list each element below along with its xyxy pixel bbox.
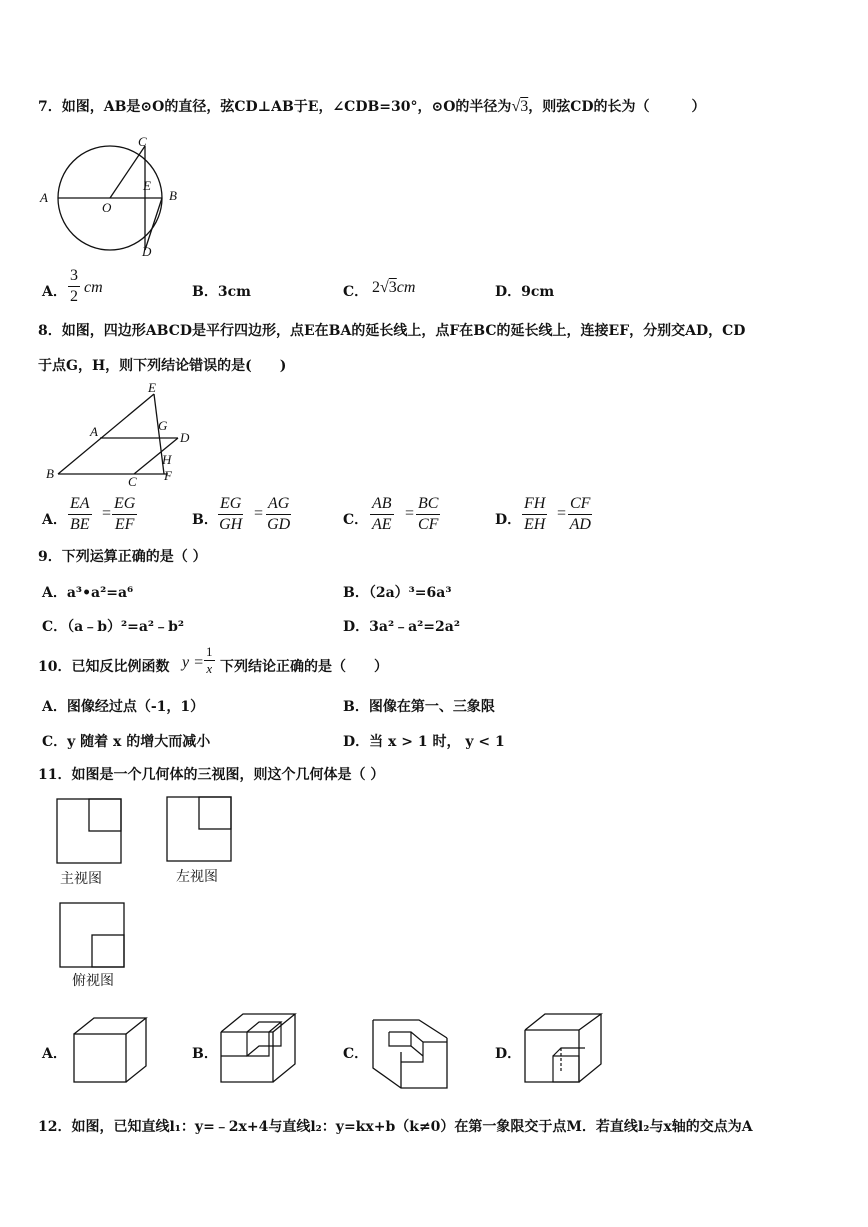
q8-label-a: A (90, 424, 98, 439)
q11-option-d-letter: D． (495, 1046, 522, 1062)
q12-stem: 12．如图，已知直线l₁：y=﹣2x+4与直线l₂：y=kx+b（k≠0）在第一象限交于点M．若直线l₂与x轴的交点为A (38, 1119, 753, 1135)
q8-label-f: F (164, 468, 172, 483)
q11-option-b-solid (219, 1012, 299, 1084)
q7-label-e: E (143, 178, 151, 193)
q8-option-b-letter: B． (192, 512, 218, 528)
q10-stem-pre: 10．已知反比例函数 (38, 659, 170, 675)
q9-option-c: C．（a﹣b）²=a²﹣b² (42, 619, 184, 635)
q9-option-b: B．（2a）³=6a³ (343, 585, 452, 601)
q8-option-d-right: $\frac{CF}{AD}$ (569, 495, 591, 533)
q7-label-d: D (142, 244, 152, 259)
q8-option-b-left: $\frac{EG}{GH}$ (219, 495, 243, 533)
q10-func-y: y = (182, 654, 204, 671)
q7-option-a-letter: A． (42, 284, 67, 300)
q10-option-d: D．当 x > 1 时， y < 1 (343, 734, 505, 750)
q8-option-b-right: $\frac{AG}{GD}$ (267, 495, 291, 533)
q8-stem-line1: 8．如图，四边形ABCD是平行四边形，点E在BA的延长线上，点F在BC的延长线上，连接EF，分别交AD，CD (38, 323, 746, 339)
q10-func-fraction: $\frac{1}{x}$ (206, 644, 213, 676)
q11-option-b-letter: B． (192, 1046, 218, 1062)
q11-stem: 11．如图是一个几何体的三视图，则这个几何体是（ ） (38, 767, 385, 783)
q7-label-a: A (40, 190, 48, 205)
q7-label-c: C (138, 134, 147, 149)
q7-option-b: B．3cm (192, 284, 251, 300)
q9-option-d: D．3a²﹣a²=2a² (343, 619, 460, 635)
q8-label-b: B (46, 466, 54, 481)
q8-label-d: D (180, 430, 190, 445)
q7-option-a-unit: cm (84, 279, 103, 296)
q7-label-b: B (169, 188, 177, 203)
q8-option-c-letter: C． (343, 512, 369, 528)
q10-option-b: B．图像在第一、三象限 (343, 699, 495, 715)
q10-stem-post: 下列结论正确的是（ ） (220, 659, 388, 675)
q7-label-o: O (102, 200, 112, 215)
q9-option-a: A．a³•a²=a⁶ (42, 585, 134, 601)
q8-parallelogram-figure (44, 380, 204, 490)
q9-stem: 9．下列运算正确的是（ ） (38, 549, 207, 565)
q8-option-b-eq: = (254, 505, 264, 522)
q8-option-c-eq: = (405, 505, 415, 522)
q8-label-c: C (128, 474, 137, 489)
q7-stem: 7．如图，AB是⊙O的直径，弦CD⊥AB于E，∠CDB=30°，⊙O的半径为√3，则弦CD的长为（ ） (38, 98, 706, 115)
q10-option-a: A．图像经过点（-1，1） (42, 699, 205, 715)
q8-option-d-eq: = (557, 505, 567, 522)
q7-option-c: C． (343, 284, 369, 300)
q11-left-view-label: 左视图 (176, 869, 218, 885)
q11-front-view (56, 798, 126, 868)
q8-option-c-left: $\frac{AB}{AE}$ (372, 495, 392, 533)
q8-label-e: E (148, 380, 156, 395)
q11-left-view (166, 796, 236, 866)
q11-option-c-letter: C． (343, 1046, 369, 1062)
q7-circle-figure (36, 132, 196, 262)
q11-option-c-solid (371, 1012, 451, 1090)
q7-option-d: D．9cm (495, 284, 555, 300)
q8-label-h: H (162, 452, 172, 467)
q8-option-a-letter: A． (42, 512, 67, 528)
q7-radius: 3 (520, 98, 529, 115)
q7-option-c-expr: 2√3cm (372, 279, 416, 296)
q11-top-view (59, 902, 129, 972)
q11-option-a-solid (72, 1016, 152, 1086)
q8-option-c-right: $\frac{BC}{CF}$ (418, 495, 439, 533)
q8-option-a-left: $\frac{EA}{BE}$ (70, 495, 90, 533)
q11-front-view-label: 主视图 (60, 871, 102, 887)
q8-option-d-letter: D． (495, 512, 522, 528)
q8-label-g: G (158, 418, 168, 433)
q8-option-a-eq: = (102, 505, 112, 522)
q11-option-d-solid (523, 1012, 603, 1084)
q11-top-view-label: 俯视图 (72, 973, 114, 989)
q8-option-d-left: $\frac{FH}{EH}$ (524, 495, 546, 533)
q8-option-a-right: $\frac{EG}{EF}$ (114, 495, 136, 533)
q7-option-a-fraction: $\frac{3}{2}$ (70, 267, 78, 305)
q11-option-a-letter: A． (42, 1046, 67, 1062)
q8-stem-line2: 于点G，H，则下列结论错误的是( ) (38, 358, 287, 374)
q10-option-c: C．y 随着 x 的增大而减小 (42, 734, 211, 750)
